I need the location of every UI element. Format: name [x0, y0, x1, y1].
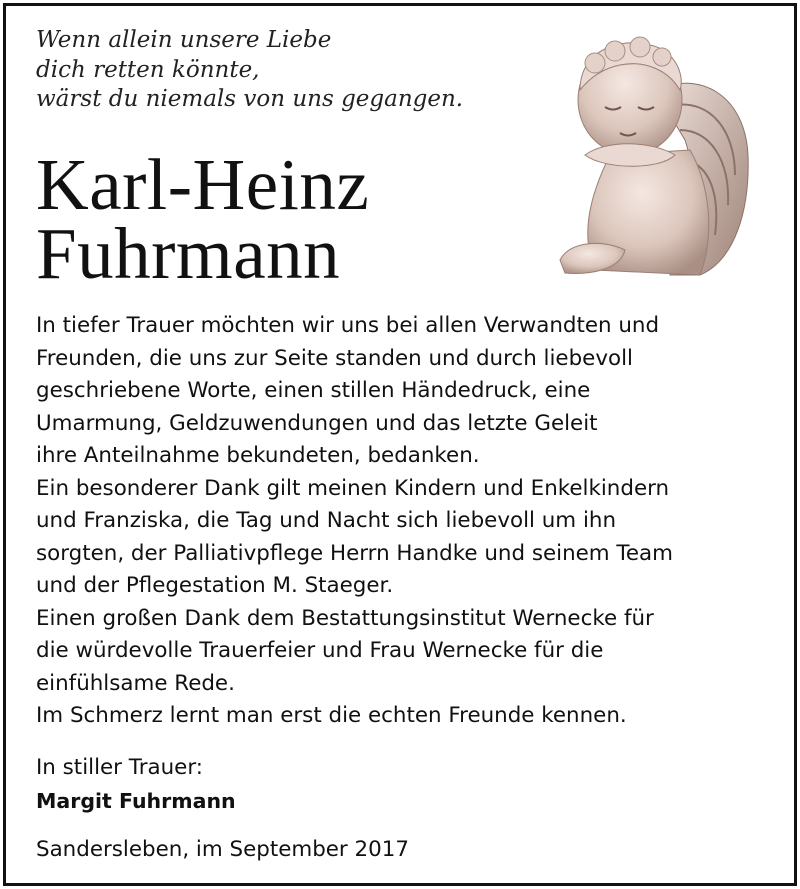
poem	[36, 26, 536, 115]
angel-figurine-icon	[550, 35, 750, 280]
message-line: Freunden, die uns zur Seite standen und durch liebevoll	[36, 345, 633, 371]
poem-line: Wenn allein unsere Liebe	[36, 27, 332, 53]
message-line: sorgten, der Palliativpflege Herrn Handke und seinem Team	[36, 540, 673, 566]
message-line: Einen großen Dank dem Bestattungsinstitut Wernecke für	[36, 605, 654, 631]
place-date: Sandersleben, im September 2017	[36, 837, 409, 862]
signature-name: Margit Fuhrmann	[36, 789, 236, 813]
message-line: und der Pflegestation M. Staeger.	[36, 573, 394, 598]
poem-line: wärst du niemals von uns gegangen.	[36, 86, 464, 112]
message-line: einfühlsame Rede.	[36, 670, 235, 696]
message-line: Umarmung, Geldzuwendungen und das letzte Geleit	[36, 410, 598, 436]
deceased-name	[36, 144, 370, 294]
message-body	[36, 310, 766, 733]
message-line: In tiefer Trauer möchten wir uns bei allen Verwandten und	[36, 313, 660, 338]
message-line: ihre Anteilnahme bekundeten, bedanken.	[36, 443, 480, 468]
message-line: die würdevolle Trauerfeier und Frau Wernecke für die	[36, 638, 604, 663]
message-line: Im Schmerz lernt man erst die echten Freunde kennen.	[36, 703, 627, 728]
deceased-last-name: Fuhrmann	[36, 213, 341, 294]
message-line: geschriebene Worte, einen stillen Händedruck, eine	[36, 378, 591, 403]
poem-line: dich retten könnte,	[36, 56, 260, 83]
message-line: Ein besonderer Dank gilt meinen Kindern und Enkelkindern	[36, 475, 670, 501]
deceased-first-name: Karl-Heinz	[36, 144, 370, 225]
message-line: und Franziska, die Tag und Nacht sich liebevoll um ihn	[36, 508, 616, 533]
signature-intro: In stiller Trauer:	[36, 755, 203, 780]
